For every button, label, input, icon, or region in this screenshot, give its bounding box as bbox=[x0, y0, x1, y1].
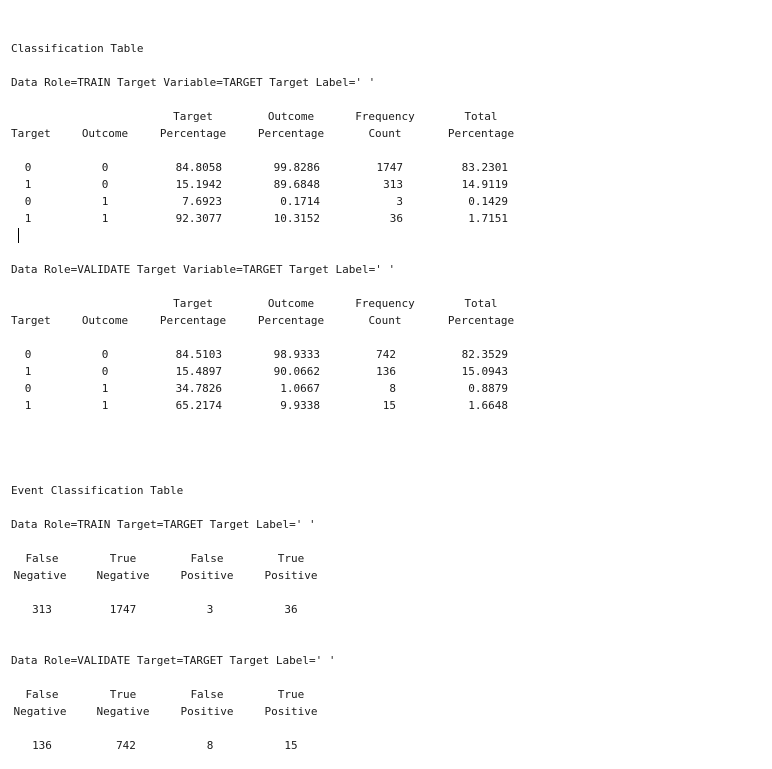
header-total-2: Percentage bbox=[447, 314, 515, 327]
cell-outcome-pct: 90.0662 bbox=[273, 365, 320, 378]
table-row bbox=[0, 212, 760, 225]
event-validate-header-row-1 bbox=[0, 688, 760, 701]
header-target: Target bbox=[11, 127, 51, 140]
cell-target-pct: 15.4897 bbox=[175, 365, 222, 378]
cell-target-pct: 7.6923 bbox=[182, 195, 222, 208]
cell-total: 1.6648 bbox=[468, 399, 508, 412]
header-target-pct: Target bbox=[173, 297, 213, 310]
header-fp-2: Positive bbox=[180, 569, 234, 582]
cell-target-pct: 15.1942 bbox=[175, 178, 222, 191]
header-tp-2: Positive bbox=[264, 569, 318, 582]
cell-total: 15.0943 bbox=[461, 365, 508, 378]
value-tn: 742 bbox=[116, 739, 136, 752]
cell-outcome: 0 bbox=[101, 178, 109, 191]
cell-frequency: 3 bbox=[396, 195, 403, 208]
header-frequency-2: Count bbox=[368, 127, 402, 140]
classification-table-title: Classification Table bbox=[11, 42, 144, 55]
cell-frequency: 15 bbox=[382, 399, 396, 412]
value-tp: 36 bbox=[284, 603, 298, 616]
cell-total: 0.8879 bbox=[468, 382, 508, 395]
header-total: Total bbox=[464, 297, 498, 310]
header-frequency: Frequency bbox=[355, 297, 415, 310]
cell-target: 0 bbox=[24, 161, 32, 174]
cell-outcome: 0 bbox=[101, 161, 109, 174]
cell-outcome-pct: 0.1714 bbox=[280, 195, 320, 208]
header-outcome-pct: Outcome bbox=[267, 297, 315, 310]
header-fp-2: Positive bbox=[180, 705, 234, 718]
cell-frequency: 36 bbox=[389, 212, 403, 225]
header-outcome-pct-2: Percentage bbox=[257, 127, 325, 140]
header-fn: False bbox=[25, 552, 59, 565]
cell-outcome: 1 bbox=[101, 195, 109, 208]
cell-target: 1 bbox=[24, 399, 32, 412]
header-frequency: Frequency bbox=[355, 110, 415, 123]
header-target-pct-2: Percentage bbox=[159, 314, 227, 327]
header-fn: False bbox=[25, 688, 59, 701]
cell-total: 14.9119 bbox=[461, 178, 508, 191]
table-row bbox=[0, 399, 760, 412]
header-tn: True bbox=[109, 552, 137, 565]
cell-outcome-pct: 98.9333 bbox=[273, 348, 320, 361]
cell-outcome-pct: 89.6848 bbox=[273, 178, 320, 191]
header-outcome-pct: Outcome bbox=[267, 110, 315, 123]
header-tn: True bbox=[109, 688, 137, 701]
header-tn-2: Negative bbox=[96, 569, 150, 582]
cell-target-pct: 34.7826 bbox=[175, 382, 222, 395]
cell-total: 83.2301 bbox=[461, 161, 508, 174]
cell-frequency: 136 bbox=[376, 365, 396, 378]
value-fn: 313 bbox=[32, 603, 52, 616]
header-tp: True bbox=[277, 688, 305, 701]
cell-outcome-pct: 9.9338 bbox=[280, 399, 320, 412]
cell-total: 1.7151 bbox=[468, 212, 508, 225]
validate-header-row-1 bbox=[0, 297, 760, 310]
cell-outcome-pct: 99.8286 bbox=[273, 161, 320, 174]
event-train-header-row-1 bbox=[0, 552, 760, 565]
event-validate-heading: Data Role=VALIDATE Target=TARGET Target Label=' ' bbox=[11, 654, 336, 667]
value-tn: 1747 bbox=[109, 603, 137, 616]
event-table-title: Event Classification Table bbox=[11, 484, 184, 497]
table-row bbox=[0, 161, 760, 174]
cell-outcome-pct: 1.0667 bbox=[280, 382, 320, 395]
value-tp: 15 bbox=[284, 739, 298, 752]
cell-total: 0.1429 bbox=[468, 195, 508, 208]
event-train-values-row bbox=[0, 603, 760, 616]
cell-outcome: 0 bbox=[101, 348, 109, 361]
header-total-2: Percentage bbox=[447, 127, 515, 140]
cell-outcome: 1 bbox=[101, 382, 109, 395]
cell-frequency: 313 bbox=[383, 178, 403, 191]
event-train-heading: Data Role=TRAIN Target=TARGET Target Label=' ' bbox=[11, 518, 316, 531]
cell-target-pct: 84.5103 bbox=[175, 348, 222, 361]
cell-target: 1 bbox=[24, 178, 32, 191]
cell-target: 1 bbox=[24, 212, 32, 225]
header-tp: True bbox=[277, 552, 305, 565]
header-outcome-pct-2: Percentage bbox=[257, 314, 325, 327]
table-row bbox=[0, 365, 760, 378]
cell-target: 0 bbox=[24, 195, 32, 208]
cell-frequency: 8 bbox=[389, 382, 396, 395]
header-total: Total bbox=[464, 110, 498, 123]
header-outcome: Outcome bbox=[81, 314, 129, 327]
table-row bbox=[0, 195, 760, 208]
header-fp: False bbox=[190, 552, 224, 565]
header-target: Target bbox=[11, 314, 51, 327]
train-header-row-1 bbox=[0, 110, 760, 123]
header-tp-2: Positive bbox=[264, 705, 318, 718]
table-row bbox=[0, 178, 760, 191]
train-header-row-2 bbox=[0, 127, 760, 140]
cell-target-pct: 65.2174 bbox=[175, 399, 222, 412]
cell-frequency: 1747 bbox=[376, 161, 403, 174]
header-target-pct: Target bbox=[173, 110, 213, 123]
header-tn-2: Negative bbox=[96, 705, 150, 718]
cell-target-pct: 84.8058 bbox=[175, 161, 222, 174]
validate-heading: Data Role=VALIDATE Target Variable=TARGET Target Label=' ' bbox=[11, 263, 396, 276]
value-fp: 3 bbox=[206, 603, 214, 616]
event-validate-values-row bbox=[0, 739, 760, 752]
cell-target-pct: 92.3077 bbox=[175, 212, 222, 225]
header-fn-2: Negative bbox=[13, 569, 67, 582]
cell-target: 0 bbox=[24, 382, 32, 395]
table-row bbox=[0, 348, 760, 361]
cell-outcome: 1 bbox=[101, 212, 109, 225]
cell-outcome: 1 bbox=[101, 399, 109, 412]
header-fn-2: Negative bbox=[13, 705, 67, 718]
cell-target: 0 bbox=[24, 348, 32, 361]
event-train-header-row-2 bbox=[0, 569, 760, 582]
value-fp: 8 bbox=[206, 739, 214, 752]
validate-header-row-2 bbox=[0, 314, 760, 327]
train-heading: Data Role=TRAIN Target Variable=TARGET Target Label=' ' bbox=[11, 76, 376, 89]
text-cursor bbox=[18, 228, 19, 243]
table-row bbox=[0, 382, 760, 395]
header-outcome: Outcome bbox=[81, 127, 129, 140]
cell-frequency: 742 bbox=[376, 348, 396, 361]
value-fn: 136 bbox=[32, 739, 52, 752]
cell-total: 82.3529 bbox=[461, 348, 508, 361]
cell-target: 1 bbox=[24, 365, 32, 378]
cell-outcome: 0 bbox=[101, 365, 109, 378]
event-validate-header-row-2 bbox=[0, 705, 760, 718]
header-target-pct-2: Percentage bbox=[159, 127, 227, 140]
header-fp: False bbox=[190, 688, 224, 701]
header-frequency-2: Count bbox=[368, 314, 402, 327]
cell-outcome-pct: 10.3152 bbox=[273, 212, 320, 225]
